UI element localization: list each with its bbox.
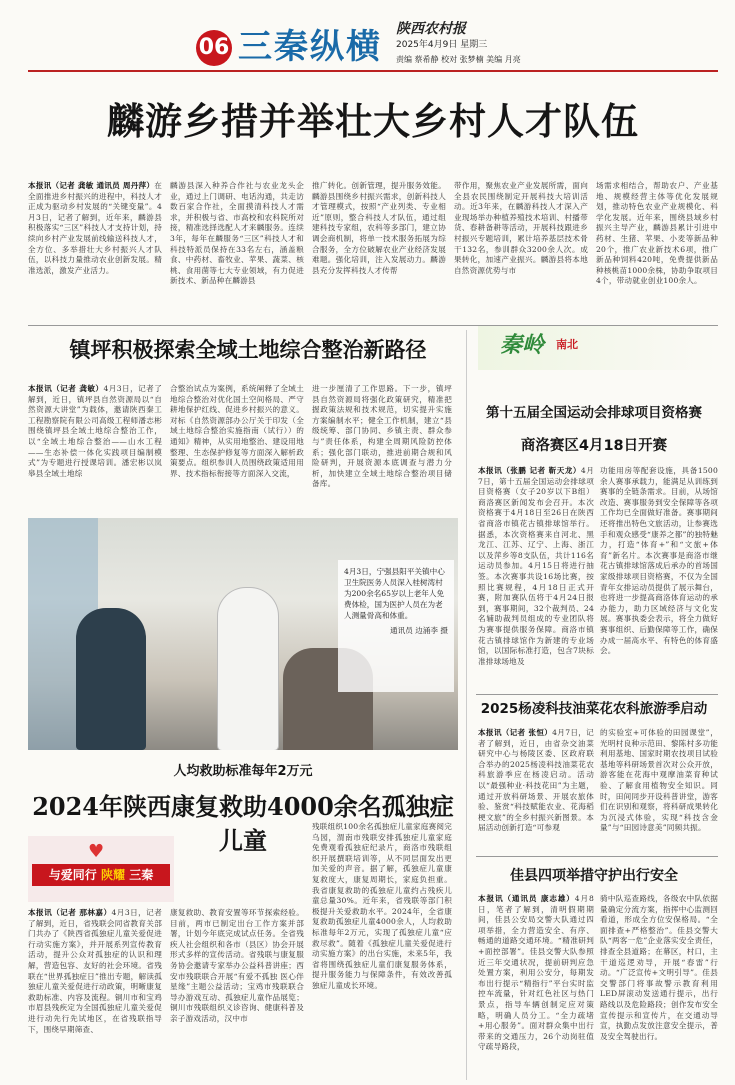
photo-person-elder <box>76 608 146 750</box>
a1-col5: 场需求相结合，帮助农户、产业基地、规模经营主体等优化发展规划，推动特色农业产业规模化、科学化发展。近年来，围绕县域乡村振兴主导产业，麟游县累计引进中药材、生猪、苹果、小麦等新品种20个，推广农业新技术6项，推广新品种饲料420吨，免费提供新品种核桃苗1000余株，协助争取项目4个，带动就业创业100余人。 <box>596 181 718 286</box>
a2-byline: 本报讯（记者 龚敏） <box>28 384 104 393</box>
a2-title: 镇坪积极探索全域土地综合整治新路径 <box>69 338 427 362</box>
a7-byline: 本报讯（通讯员 康志雄） <box>478 894 575 903</box>
a3-col1: 本报讯（张鹏 记者 靳天龙）4月7日，第十五届全国运动会排球项目资格赛（女子20岁以下B组）商洛赛区新闻发布会召开。本次资格赛于4月18日至26日在陕西省商洛市镇花古镇排球馆举行。据悉，本次资格赛来自河北、黑龙江、江苏、辽宁、上海、浙江以及萍乡等8支队伍，共计116名运动员参加。4月15日将进行抽签。本次赛事共设16场比赛，按照比赛规程，4月18日正式开赛，附加赛队伍将于4月24日报到，赛事期间，32个裁判员、24名辅助裁判员组成的专业团队将为赛事提供服务保障。商洛市镇花古镇排球馆作为新建的专业场馆，以国际标准打造，包含7块标准排球场地及 <box>478 466 594 666</box>
a5-byline: 本报讯（记者 那林嘉） <box>28 908 112 917</box>
staff-credits: 责编 蔡希静 校对 张梦楠 美编 月亮 <box>396 55 521 64</box>
section-title: 三秦纵横 <box>238 27 382 67</box>
a3-byline: 本报讯（张鹏 记者 靳天龙） <box>478 466 581 475</box>
clinic-photo <box>28 518 458 750</box>
a3-divider <box>476 694 718 695</box>
a1-byline: 本报讯（记者 龚敏 通讯员 周丹萍） <box>28 181 155 190</box>
a7-col2: 骑中队巡查路线，各级农中队依据量确定分流方案，指挥中心监测回看道，形成全方位安保格局。“全面排查+严格整治”。佳县交警大队“两客一危”企业落实安全责任，排查全县道路；在幕区，村口，主干道巡逻劝导，开展“春雷”行动。“广泛宣传+文明引导”。佳县交警部门将事故警示教育利用LED屏滚动发送通行提示，出行路线以及危险路段；创作发布安全宣传提示和宣传片，在交通动导宣，执勤点发放注意安全提示，普及安全驾驶出行。 <box>600 894 718 1041</box>
charity-logo <box>28 836 174 902</box>
logo-banner: 与爱同行 陕耀 三秦 <box>32 864 170 886</box>
a2-col1: 本报讯（记者 龚敏）4月3日，记者了解到，近日，镇坪县自然资源局以“自然资源大讲堂”为载体，邀请陕西秦工工程勘察院有限公司高级工程师潘志彬围绕镇坪县全域土地综合整治工作，以“全域土地综合整治——山水工程——生态补偿一体化实践项目编制模式”为专题进行授课培训。潘宏彬以岚皋县全域土地综 <box>28 384 162 478</box>
a3-title2: 商洛赛区4月18日开赛 <box>520 438 668 454</box>
qinling-logo <box>478 326 718 370</box>
a3-title1: 第十五届全国运动会排球项目资格赛 <box>486 405 702 421</box>
a6-title: 2025杨凌科技油菜花农科旅游季启动 <box>480 701 708 717</box>
issue-date: 2025年4月9日 星期三 <box>396 40 488 50</box>
page-number-badge: 06 <box>196 30 232 66</box>
a3-col2: 功能用房等配套设施，具备1500余人赛事承载力，能满足从训练到赛事的全链条需求。目前，从场馆改造、赛事服务到安全保障等各项工作均已全面做好准备。赛事期间还将推出特色文旅活动，让参赛选手和观众感受“康养之都”的独特魅力，打造“体育+”和“文旅+体育”新名片。本次赛事是商洛市继花古镇排球馆落成后承办的首场国家级排球项目资格赛，不仅为全国青年女排运动员提供了展示舞台，也将进一步提高商洛体育运动的承办能力，助力区域经济与文化发展。赛事执委会表示，将全力做好赛事组织、后勤保障等工作，确保办成一届高水平、有特色的体育盛会。 <box>600 466 718 656</box>
a1-col4: 带作用，聚焦农业产业发展所需，面向全县农民围绕制定开展科技大培训活动。近3年来，在麟游科技人才深入产业现场举办种植养殖技术培训、村播带货、春耕备耕等活动，开展科技跟进乡村振兴专题培训，累计培养基层技术骨干132名，参训群众3200余人次。成果转化，加速产业振兴。麟游县将本地自然资源优势与市 <box>454 181 588 275</box>
a6-col1: 本报讯（记者 张恒）4月7日，记者了解到，近日，由省杂交油菜研究中心与杨陵区委、区政府联合举办的2025杨凌科技油菜花农科旅游季应在杨凌启动。活动以“最强种业·科技花田”为主题，通过开放科研场景、开展农旅体验、鉴赏“科技赋能农业、花海稻梗文旅”的全乡村振兴新图景。本届活动创新打造“可参观 <box>478 728 594 833</box>
a5-col2: 康复救助、教育安置等环节探索经验。目前，两市已制定出台工作方案并部署，计划今年底完成试点任务。全省残疾人社会组织和各市（县区）协会开展形式多样的宣传活动。省残联与康复服务协会邀请专家举办公益科普讲座；西安市残联联合开展“有爱不孤独 医心伴星缘”主题公益活动；宝鸡市残联联合导办游戏互动、孤独症儿童作品展览；铜川市残联组织义诊咨询、健康科普及亲子游戏活动，汉中市 <box>170 908 304 1023</box>
a1-title: 麟游乡措并举壮大乡村人才队伍 <box>107 99 639 143</box>
header-rule <box>28 70 718 72</box>
a2-col2: 合整治试点为案例，系统阐释了全域土地综合整治对优化国土空间格局、严守耕地保护红线、促进乡村振兴的意义。对标《自然资源部办公厅关于印发（全域土地综合整治实施指南（试行））的通知》精神，从实用地整治、建设用地整理、生态保护修复等方面深入解析政策要点。组织参训人员围绕政策适用用界、技术指标衔接等方面深入交流， <box>170 384 304 478</box>
photo-caption-box: 4月3日，宁强县阳平关镇中心卫生院医务人员深入桂树湾村为200余名65岁以上老年人免费体检，国为医护人员在为老人测量骨高和体重。 通讯员 边涌李 摄 <box>338 560 454 692</box>
photo-person-doctor <box>218 588 278 750</box>
col-divider <box>466 330 467 1080</box>
a5-col3: 残联组织100余名孤独症儿童家庭赛阅完乌园，渭南市残联安排孤独症儿童家庭免费观看孤独症纪录片，商洛市残联组织开展撰联培训等，从不同层面发出更加关爱的声音。据了解，孤独症儿童康复救度大，康复周期长，家庭负担重。我省康复救助的孤独症儿童约占残疾儿童总量30%。近年来，省残联等部门积极提升关爱救助水平。2024年，全省康复救助孤独症儿童4000余人，人均救助标准每年2万元，实现了孤独症儿童“应救尽救”。随着《孤独症儿童关爱促进行动实施方案》的出台实施，未来5年，我省将围绕孤独症儿童们康复服务体系，提升服务能力与保障条件，有效改善孤独症儿童成长环境。 <box>312 822 452 990</box>
logo-text: 秦岭 <box>500 332 545 358</box>
a7-col1: 本报讯（通讯员 康志雄）4月8日，笔者了解到，清明假期期间，佳县公安局交警大队通过四项举措，全力营造安全、有序、畅通的道路交通环境。“精准研判+面控部署”。佳县交警大队参照近三年交通状况，提前研判应急处置方案，利用公安分，每期发布出行提示“精指行”平台实时监控车流量，针对红色社区与热门景点，指导车辆创制定应对策略，明确人员分工。“全力疏堵+用心服务”。面对群众集中出行带来的交通压力，26个动岗驻值守疏导路段， <box>478 894 594 1052</box>
a2-col3: 进一步厘清了工作思路。下一步，镇坪县自然资源局将强化政策研究，精准把握政策法规和技术规范，切实提升实施方案编制水平；健全工作机制，建立“县级统筹、部门协同、乡镇主责、群众参与”责任体系，构建全周期风险防控体系；强化部门联动，推进前期合规和风险研判，开展资源本底调查与潜力分析，加快建立全域土地综合整治项目储备库。 <box>312 384 452 489</box>
a1-col1: 本报讯（记者 龚敏 通讯员 周丹萍）在全面推进乡村振兴的进程中，科技人才正成为驱动乡村发展的“关键变量”。4月3日，记者了解到，近年来，麟游县积极落实“三区”科技人才支持计划，持续向乡村产业发展前线输送科技人才，全方位、多举措壮大乡村振兴人才队伍，以科技力量推动农业创新发展。精准选派，激发产业活力。 <box>28 181 162 275</box>
a1-col3: 推广转化。创新管理，提升服务效能。麟游县围绕乡村振兴需求，创新科技人才管理模式，按照“产业列类、专业相近”原则，整合科技人才队伍，通过组建科技专家组，农科等多部门，建立协调会商机制，将单一技术服务拓展为综合服务，全方位破解农业产业经济发展难题。强化培训，注入发展动力。麟游县充分发挥科技人才传帮 <box>312 181 446 275</box>
a5-col1: 本报讯（记者 那林嘉）4月3日，记者了解到，近日，省残联会同省教育关部门共办了《陕西省孤独症儿童关爱促进行动实施方案》，并开展系列宣传教育活动，提升公众对孤独症的认识和理解，营造包容、友好的社会环境。省残联在“世界孤独症日”推出专题，解读孤独症儿童关爱促进行动政策，明晰康复救助标准、内容及流程。铜川市和宝鸡市眉县残疾定为全国孤独症儿童关爱促进行动先行先试地区，在省残联指导下，围绕早期筛查、 <box>28 908 162 1034</box>
a6-col2: 的实验室+可体验的田园课堂”，光明村良种示范田、黎陈村多功能利用基地、国家时期农技项目试验基地等科研场景首次对公众开放，游客能在花海中观摩油菜育种试验、了解食用植物安全知识。同时，田间同步开设科普讲堂，游客们在识别和观察，将科研成果转化为沉浸式体验，实现“科技含金量”与“田园诗意美”同频共振。 <box>600 728 718 833</box>
logo-sub: 南北 <box>556 338 578 351</box>
a6-byline: 本报讯（记者 张恒） <box>478 728 553 737</box>
paper-masthead: 陕西农村报 <box>396 21 466 37</box>
a7-title: 佳县四项举措守护出行安全 <box>510 868 678 884</box>
heart-icon: ♥ <box>88 841 105 862</box>
a1-col2: 麟游县深入种养合作社与农业龙头企业，通过上门调研、电话沟通，共走访数百家合作社，全面摸清科技人才需求，并积极与省、市高校和农科院所对接，精准选择选配人才来麟服务。连续3年，每年在麟服务“三区”科技人才和科技特派员保持在33名左右，涵盖粮食、中药材、畜牧业、苹果、蔬菜、核桃、食用菌等七大专业领域，有力促进新技术、新品种在麟游县 <box>170 181 304 286</box>
a6-divider <box>476 856 718 857</box>
a5-kicker: 人均救助标准每年2万元 <box>173 764 313 779</box>
a5-title: 2024年陕西康复救助4000余名孤独症儿童 <box>32 792 454 855</box>
